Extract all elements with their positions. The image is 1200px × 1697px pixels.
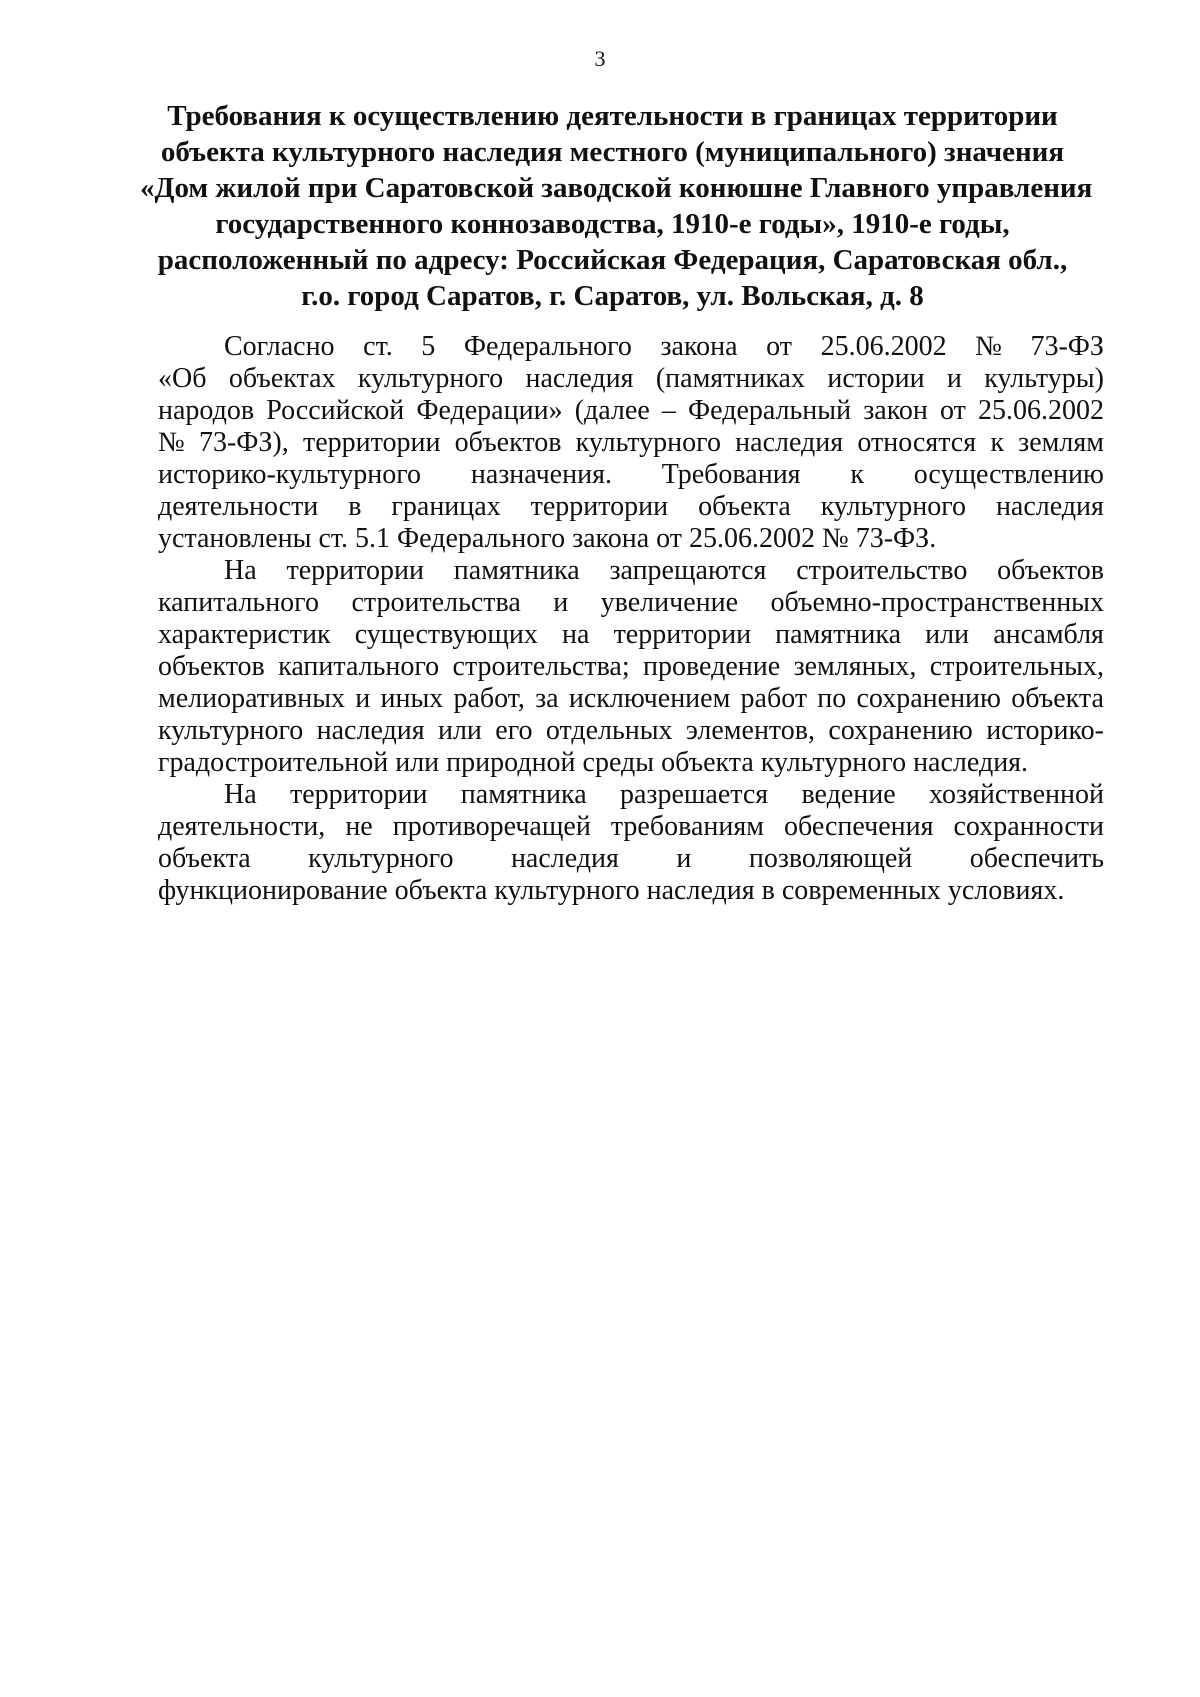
heading-line: расположенный по адресу: Российская Федерация, Саратовская обл., xyxy=(157,244,1068,276)
word: мелиоративных xyxy=(158,683,346,714)
word: от xyxy=(766,331,793,362)
word: объемно-пространственных xyxy=(770,587,1104,618)
word: сохранности xyxy=(953,811,1104,842)
word: историко-культурного xyxy=(158,459,422,490)
line-text: функционирование объекта культурного наследия в современных условиях. xyxy=(158,875,1065,906)
word: осуществлению xyxy=(913,459,1104,490)
paragraph-line xyxy=(158,331,1104,363)
word: сохранению xyxy=(828,715,973,746)
word: существующих xyxy=(354,619,538,650)
word: запрещаются xyxy=(609,555,767,586)
word: противоречащей xyxy=(392,811,591,842)
word: Требования xyxy=(661,459,801,490)
word: объекта xyxy=(158,843,251,874)
word: Федеральный xyxy=(688,395,852,426)
word: обеспечения xyxy=(783,811,934,842)
word: к xyxy=(990,427,1004,458)
paragraph-line xyxy=(158,747,1104,779)
word: культурного xyxy=(820,491,966,522)
word: наследия xyxy=(316,715,425,746)
paragraph-line xyxy=(158,523,1104,555)
word: капитального xyxy=(158,587,319,618)
word: наследия xyxy=(995,491,1104,522)
heading-line: «Дом жилой при Саратовской заводской конюшне Главного управления xyxy=(140,172,1093,204)
word: строительства; xyxy=(452,651,630,682)
word: памятника xyxy=(460,779,587,810)
body-paragraph xyxy=(158,555,1104,779)
word: объектов xyxy=(158,651,265,682)
paragraph-line xyxy=(158,555,1104,587)
word: 25.06.2002 xyxy=(977,395,1104,426)
word: территории xyxy=(289,779,428,810)
word: объектов xyxy=(454,427,562,458)
word: ансамбля xyxy=(993,619,1104,650)
word: ведение xyxy=(801,779,896,810)
word: по xyxy=(817,683,847,714)
word: разрешается xyxy=(619,779,769,810)
word: историко- xyxy=(986,715,1104,746)
word: хозяйственной xyxy=(929,779,1104,810)
word: Федерального xyxy=(463,331,632,362)
document-heading xyxy=(140,98,1093,314)
paragraph-line xyxy=(158,651,1104,683)
word: культурного xyxy=(158,715,304,746)
word: – xyxy=(661,395,676,426)
word: относятся xyxy=(857,427,977,458)
word: требованиям xyxy=(610,811,764,842)
word: культуры) xyxy=(984,363,1104,394)
word: земляных, xyxy=(793,651,917,682)
paragraph-line xyxy=(158,779,1104,811)
word: и xyxy=(946,363,962,394)
paragraph-line xyxy=(158,587,1104,619)
word: объектов xyxy=(997,555,1104,586)
word: «Об xyxy=(158,363,207,394)
word: характеристик xyxy=(158,619,331,650)
word: ст. xyxy=(363,331,393,362)
word: культурного xyxy=(308,843,454,874)
word: закона xyxy=(660,331,738,362)
word: на xyxy=(562,619,590,650)
word: не xyxy=(345,811,373,842)
word: На xyxy=(224,779,257,810)
word: проведение xyxy=(643,651,781,682)
word: территории xyxy=(286,555,424,586)
word: его xyxy=(495,715,533,746)
word: границах xyxy=(391,491,501,522)
word: территории xyxy=(613,619,752,650)
word: иных xyxy=(380,683,444,714)
word: территории xyxy=(530,491,669,522)
heading-line: объекта культурного наследия местного (муниципального) значения xyxy=(160,136,1065,168)
word: культурного xyxy=(575,427,721,458)
word: обеспечить xyxy=(969,843,1104,874)
line-text: градостроительной или природной среды объекта культурного наследия. xyxy=(158,747,1029,778)
word: к xyxy=(850,459,864,490)
paragraph-line xyxy=(158,491,1104,523)
paragraph-line xyxy=(158,875,1104,907)
word: элементов, xyxy=(685,715,816,746)
paragraph-line xyxy=(158,395,1104,427)
word: (далее xyxy=(574,395,650,426)
word: № xyxy=(975,331,1002,362)
word: памятника xyxy=(453,555,580,586)
word: памятника xyxy=(775,619,901,650)
paragraph-line xyxy=(158,363,1104,395)
word: закон xyxy=(863,395,928,426)
word: объекта xyxy=(1011,683,1104,714)
word: строительных, xyxy=(929,651,1104,682)
heading-line: Требования к осуществлению деятельности в границах территории xyxy=(167,100,1058,132)
paragraph-line xyxy=(158,843,1104,875)
word: или xyxy=(925,619,970,650)
heading-line: г.о. город Саратов, г. Саратов, ул. Вольская, д. 8 xyxy=(301,280,924,312)
word: 5 xyxy=(421,331,436,362)
word: Российской xyxy=(266,395,405,426)
paragraph-line xyxy=(158,459,1104,491)
word: культурного xyxy=(357,363,504,394)
word: 73-ФЗ), xyxy=(198,427,289,458)
paragraph-line xyxy=(158,811,1104,843)
paragraph-line xyxy=(158,427,1104,459)
word: № xyxy=(158,427,185,458)
word: землям xyxy=(1018,427,1104,458)
word: от xyxy=(939,395,966,426)
word: отдельных xyxy=(545,715,673,746)
paragraph-line xyxy=(158,619,1104,651)
word: наследия xyxy=(735,427,844,458)
word: назначения. xyxy=(470,459,612,490)
word: позволяющей xyxy=(748,843,913,874)
word: наследия xyxy=(510,843,619,874)
word: деятельности, xyxy=(158,811,326,842)
word: наследия xyxy=(525,363,634,394)
word: капитального xyxy=(278,651,440,682)
paragraph-line xyxy=(158,683,1104,715)
word: работ, xyxy=(453,683,525,714)
word: (памятниках xyxy=(655,363,805,394)
page-number: 3 xyxy=(594,46,606,71)
word: истории xyxy=(827,363,925,394)
word: объекта xyxy=(698,491,791,522)
word: строительства xyxy=(351,587,521,618)
word: объектах xyxy=(228,363,336,394)
paragraph-line xyxy=(158,715,1104,747)
word: или xyxy=(437,715,482,746)
word: сохранению xyxy=(856,683,1001,714)
word: и xyxy=(553,587,569,618)
word: Федерации» xyxy=(416,395,563,426)
word: строительство xyxy=(796,555,968,586)
document-body xyxy=(158,331,1104,907)
line-text: установлены ст. 5.1 Федерального закона от 25.06.2002 № 73-ФЗ. xyxy=(158,523,937,554)
word: исключением xyxy=(568,683,731,714)
word: Согласно xyxy=(224,331,335,362)
heading-line: государственного коннозаводства, 1910-е годы», 1910-е годы, xyxy=(215,208,1010,240)
word: за xyxy=(535,683,559,714)
word: На xyxy=(224,555,257,586)
word: территории xyxy=(302,427,441,458)
body-paragraph xyxy=(158,331,1104,555)
word: народов xyxy=(158,395,255,426)
word: увеличение xyxy=(600,587,739,618)
body-paragraph xyxy=(158,779,1104,907)
word: работ xyxy=(740,683,808,714)
word: 25.06.2002 xyxy=(820,331,947,362)
word: и xyxy=(355,683,371,714)
word: 73-ФЗ xyxy=(1030,331,1104,362)
word: в xyxy=(348,491,362,522)
word: деятельности xyxy=(158,491,319,522)
word: и xyxy=(676,843,692,874)
